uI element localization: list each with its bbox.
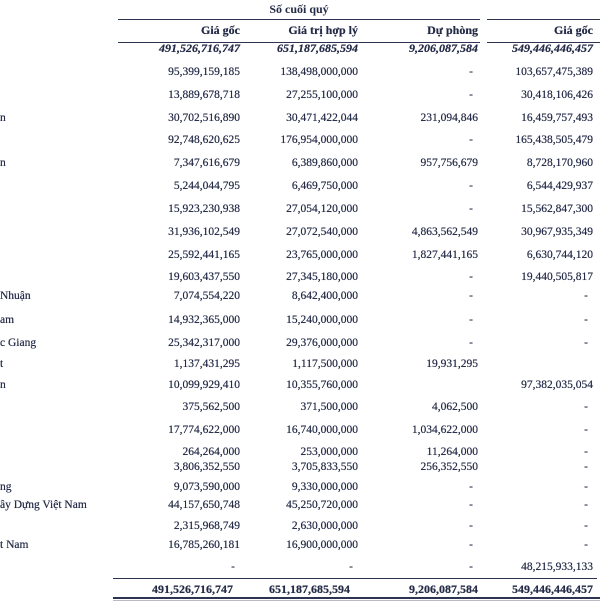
cell-gia-goc: 10,099,929,410 — [168, 379, 240, 391]
cell-gia-goc-right: 6,630,744,120 — [526, 249, 593, 261]
cell-gia-goc: 17,774,622,000 — [168, 424, 240, 436]
table-row — [0, 494, 600, 516]
table-row — [0, 309, 600, 331]
opening-total-gia-tri-hop-ly: 651,187,685,594 — [277, 41, 358, 55]
closing-total-gia-goc: 491,526,716,747 — [152, 582, 233, 596]
row-label: n — [0, 157, 6, 169]
cell-gia-goc: 13,889,678,718 — [168, 89, 240, 101]
opening-total-gia-goc-right: 549,446,446,457 — [512, 41, 593, 55]
cell-gia-tri-hop-ly: 371,500,000 — [300, 401, 358, 413]
cell-gia-tri-hop-ly: 27,255,100,000 — [286, 89, 358, 101]
cell-gia-goc: - — [231, 561, 235, 573]
cell-du-phong: 4,062,500 — [432, 401, 478, 413]
table-row — [0, 534, 600, 556]
cell-du-phong: 4,863,562,549 — [411, 226, 478, 238]
opening-total-gia-goc: 491,526,716,747 — [159, 41, 240, 55]
table-row — [0, 353, 600, 375]
cell-du-phong: 1,034,622,000 — [411, 424, 478, 436]
cell-gia-goc: 5,244,044,795 — [173, 180, 240, 192]
row-label: ng — [0, 481, 12, 493]
table-row — [0, 84, 600, 106]
cell-du-phong: - — [469, 520, 473, 532]
closing-total-gia-goc-right: 549,446,446,457 — [512, 582, 593, 596]
cell-du-phong: 256,352,550 — [420, 461, 478, 473]
row-label: am — [0, 314, 15, 326]
cell-gia-tri-hop-ly: 27,345,180,000 — [286, 271, 358, 283]
cell-du-phong: 19,931,295 — [426, 358, 478, 370]
col-header-du-phong: Dự phòng — [427, 23, 478, 37]
cell-du-phong: - — [469, 180, 473, 192]
opening-total-row — [0, 40, 600, 57]
row-label: n — [0, 379, 6, 391]
cell-du-phong: 957,756,679 — [420, 157, 478, 169]
row-label: n — [0, 112, 6, 124]
cell-gia-goc-right: - — [584, 539, 588, 551]
cell-gia-goc-right: 15,562,847,300 — [521, 203, 593, 215]
cell-gia-tri-hop-ly: 9,330,000,000 — [291, 481, 358, 493]
cell-gia-goc: 375,562,500 — [182, 401, 240, 413]
table-row — [0, 419, 600, 441]
table-row — [0, 107, 600, 129]
cell-gia-tri-hop-ly: 10,355,760,000 — [286, 379, 358, 391]
cell-gia-goc-right: 6,544,429,937 — [526, 180, 593, 192]
rule-below-closing-total — [113, 597, 600, 599]
cell-gia-tri-hop-ly: 2,630,000,000 — [291, 520, 358, 532]
cell-du-phong: 231,094,846 — [420, 112, 478, 124]
cell-du-phong: 1,827,441,165 — [411, 249, 478, 261]
cell-gia-tri-hop-ly: 15,240,000,000 — [286, 314, 358, 326]
cell-du-phong: - — [469, 134, 473, 146]
cell-gia-tri-hop-ly: 23,765,000,000 — [286, 249, 358, 261]
cell-gia-goc-right: - — [584, 290, 588, 302]
cell-gia-goc-right: 19,440,505,817 — [521, 271, 593, 283]
table-row — [0, 396, 600, 418]
table-row — [0, 374, 600, 396]
cell-gia-goc-right: 8,728,170,960 — [526, 157, 593, 169]
table-row — [0, 61, 600, 83]
col-header-gia-goc-right: Giá gốc — [554, 23, 593, 37]
cell-gia-tri-hop-ly: 3,705,833,550 — [291, 461, 358, 473]
cell-gia-tri-hop-ly: 176,954,000,000 — [280, 134, 358, 146]
cell-gia-tri-hop-ly: 30,471,422,044 — [286, 112, 358, 124]
cell-du-phong: - — [469, 499, 473, 511]
closing-total-gia-tri-hop-ly: 651,187,685,594 — [269, 582, 350, 596]
cell-du-phong: - — [469, 290, 473, 302]
closing-total-row — [0, 581, 600, 598]
table-row — [0, 332, 600, 354]
cell-gia-goc-right: 103,657,475,389 — [515, 66, 593, 78]
table-row — [0, 556, 600, 578]
cell-gia-goc-right: - — [584, 520, 588, 532]
cell-gia-goc: 25,342,317,000 — [168, 337, 240, 349]
cell-du-phong: - — [469, 481, 473, 493]
cell-gia-tri-hop-ly: 27,072,540,000 — [286, 226, 358, 238]
cell-gia-goc: 7,074,554,220 — [173, 290, 240, 302]
cell-du-phong: - — [469, 203, 473, 215]
rule-under-group-title — [118, 19, 480, 20]
cell-du-phong: - — [469, 89, 473, 101]
col-header-gia-tri-hop-ly: Giá trị hợp lý — [288, 23, 358, 37]
cell-gia-tri-hop-ly: 45,250,720,000 — [286, 499, 358, 511]
cell-gia-tri-hop-ly: 16,740,000,000 — [286, 424, 358, 436]
cell-gia-goc: 92,748,620,625 — [168, 134, 240, 146]
cell-du-phong: - — [469, 337, 473, 349]
cell-gia-goc-right: - — [584, 314, 588, 326]
table-row — [0, 285, 600, 307]
row-label: Nhuận — [0, 290, 31, 302]
column-header-row — [0, 22, 600, 39]
cell-gia-goc: 16,785,260,181 — [168, 539, 240, 551]
cell-gia-goc: 14,932,365,000 — [168, 314, 240, 326]
cell-gia-tri-hop-ly: 1,117,500,000 — [292, 358, 358, 370]
cell-du-phong: - — [469, 561, 473, 573]
cell-du-phong: - — [469, 271, 473, 283]
row-label: ây Dựng Việt Nam — [0, 499, 87, 511]
cell-gia-goc-right: - — [584, 337, 588, 349]
table-row — [0, 152, 600, 174]
cell-gia-goc-right: 16,459,757,493 — [521, 112, 593, 124]
row-label: c Giang — [0, 337, 37, 349]
cell-gia-goc: 9,073,590,000 — [173, 481, 240, 493]
cell-gia-tri-hop-ly: 253,000,000 — [300, 446, 358, 458]
cell-gia-tri-hop-ly: 6,389,860,000 — [291, 157, 358, 169]
closing-total-du-phong: 9,206,087,584 — [409, 582, 478, 596]
rule-over-right-column-header — [487, 19, 600, 20]
cell-gia-tri-hop-ly: 27,054,120,000 — [286, 203, 358, 215]
cell-gia-goc-right: 97,382,035,054 — [521, 379, 593, 391]
cell-gia-tri-hop-ly: 29,376,000,000 — [286, 337, 358, 349]
opening-total-du-phong: 9,206,087,584 — [409, 41, 478, 55]
cell-gia-goc: 95,399,159,185 — [168, 66, 240, 78]
cell-gia-goc: 31,936,102,549 — [168, 226, 240, 238]
cell-gia-goc: 2,315,968,749 — [173, 520, 240, 532]
cell-du-phong: 11,264,000 — [426, 446, 478, 458]
row-label: t Nam — [0, 539, 29, 551]
cell-gia-goc-right: - — [584, 401, 588, 413]
column-group-title: Số cuối quý — [269, 2, 329, 16]
cell-du-phong: - — [469, 314, 473, 326]
cell-gia-tri-hop-ly: 138,498,000,000 — [280, 66, 358, 78]
rule-above-closing-total — [113, 578, 597, 579]
table-row — [0, 456, 600, 478]
table-row — [0, 129, 600, 151]
table-row — [0, 244, 600, 266]
cell-gia-goc: 3,806,352,550 — [173, 461, 240, 473]
cell-gia-goc-right: - — [584, 481, 588, 493]
cell-gia-goc: 44,157,650,748 — [168, 499, 240, 511]
cell-gia-goc-right: 48,215,933,133 — [521, 561, 593, 573]
cell-gia-goc-right: - — [584, 446, 588, 458]
cell-gia-goc: 7,347,616,679 — [173, 157, 240, 169]
cell-gia-tri-hop-ly: 6,469,750,000 — [291, 180, 358, 192]
cell-du-phong: - — [469, 66, 473, 78]
table-row — [0, 175, 600, 197]
cell-gia-goc: 264,264,000 — [182, 446, 240, 458]
cell-gia-goc-right: - — [584, 499, 588, 511]
cell-gia-goc: 25,592,441,165 — [168, 249, 240, 261]
cell-gia-tri-hop-ly: 16,900,000,000 — [286, 539, 358, 551]
table-row — [0, 198, 600, 220]
cell-gia-tri-hop-ly: 8,642,400,000 — [291, 290, 358, 302]
cell-du-phong: - — [469, 539, 473, 551]
cell-gia-goc: 1,137,431,295 — [173, 358, 240, 370]
cell-gia-goc: 19,603,437,550 — [168, 271, 240, 283]
cell-gia-goc-right: 30,418,106,426 — [521, 89, 593, 101]
cell-gia-tri-hop-ly: - — [349, 561, 353, 573]
cell-gia-goc-right: 30,967,935,349 — [521, 226, 593, 238]
col-header-gia-goc: Giá gốc — [201, 23, 240, 37]
row-label: t — [0, 358, 4, 370]
cell-gia-goc-right: - — [584, 424, 588, 436]
cell-gia-goc: 30,702,516,890 — [168, 112, 240, 124]
table-row — [0, 221, 600, 243]
cell-gia-goc-right: - — [584, 461, 588, 473]
cell-gia-goc: 15,923,230,938 — [168, 203, 240, 215]
cell-gia-goc-right: 165,438,505,479 — [515, 134, 593, 146]
